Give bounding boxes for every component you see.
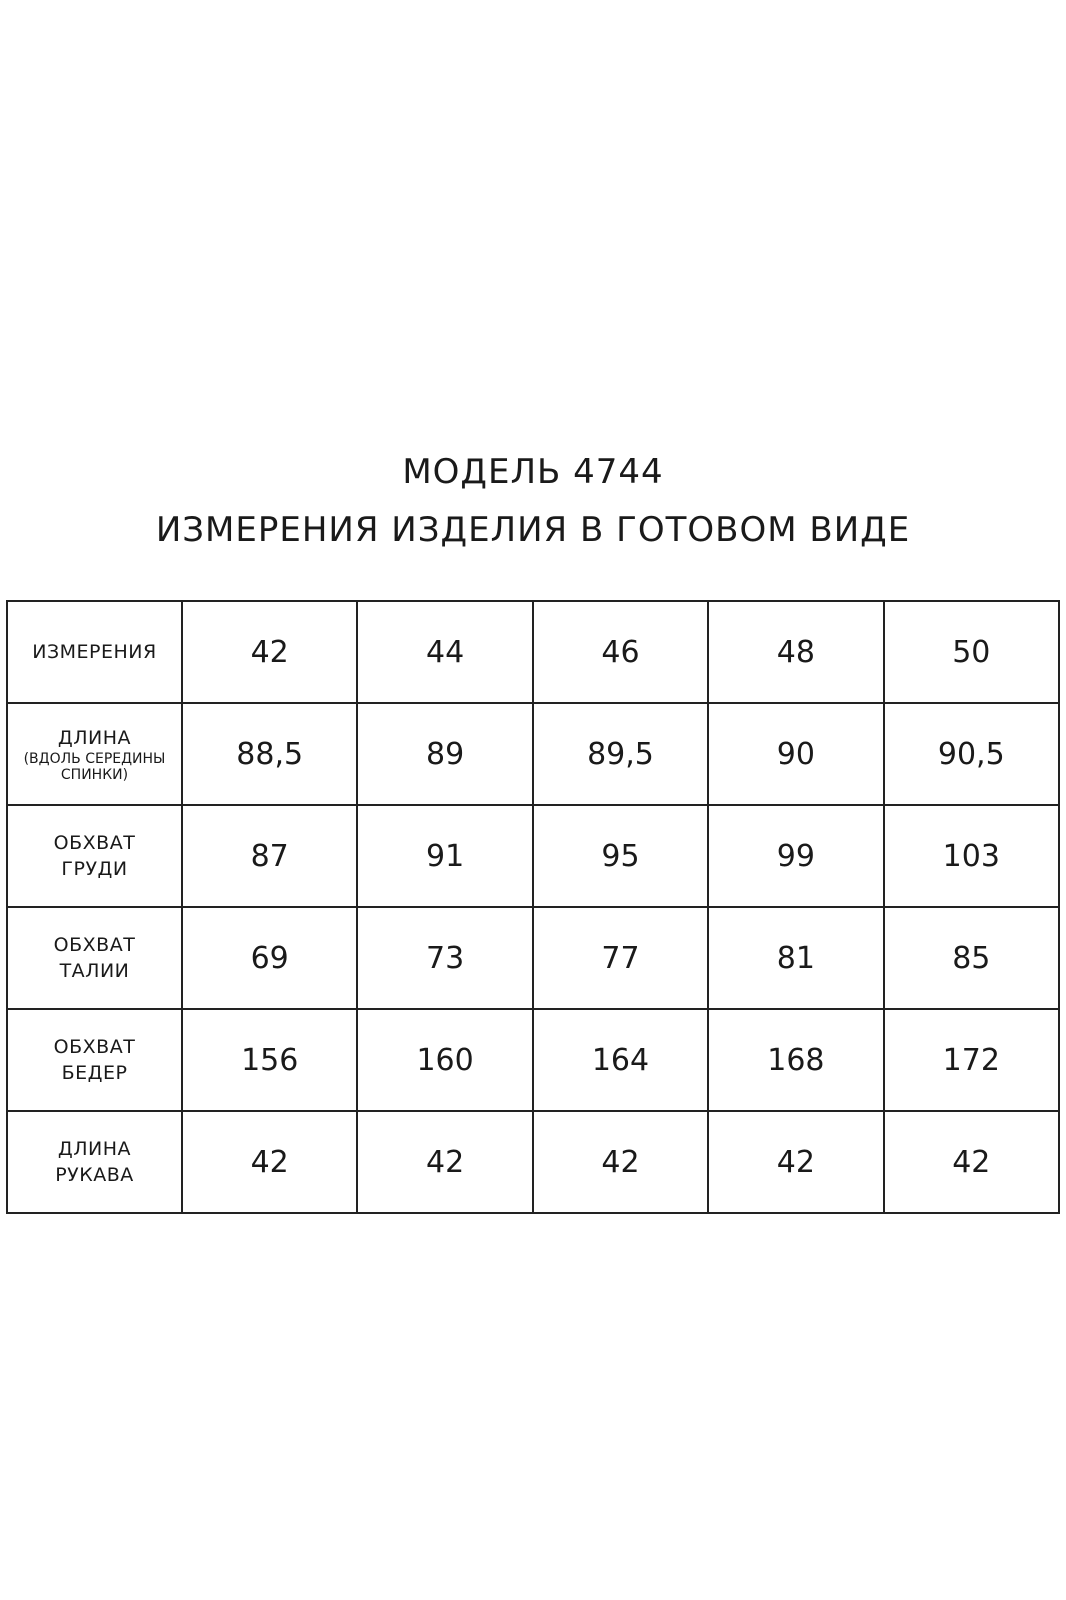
row-label-note: (ВДОЛЬ СЕРЕДИНЫ СПИНКИ) xyxy=(23,751,166,783)
row-label: ОБХВАТ БЕДЕР xyxy=(7,1009,182,1111)
page-subtitle: ИЗМЕРЕНИЯ ИЗДЕЛИЯ В ГОТОВОМ ВИДЕ xyxy=(155,510,911,550)
table-cell: 89,5 xyxy=(533,703,708,805)
table-cell: 156 xyxy=(182,1009,357,1111)
table-cell: 87 xyxy=(182,805,357,907)
row-label: ИЗМЕРЕНИЯ xyxy=(7,601,182,703)
row-label: ОБХВАТ ГРУДИ xyxy=(7,805,182,907)
table-cell: 42 xyxy=(357,1111,532,1213)
table-cell: 164 xyxy=(533,1009,708,1111)
table-cell: 89 xyxy=(357,703,532,805)
table-cell: 42 xyxy=(182,601,357,703)
table-cell: 42 xyxy=(884,1111,1059,1213)
table-row xyxy=(7,1111,1059,1213)
size-table xyxy=(6,600,1060,1214)
table-row xyxy=(7,703,1059,805)
table-cell: 42 xyxy=(182,1111,357,1213)
table-cell: 95 xyxy=(533,805,708,907)
row-label: ДЛИНА (ВДОЛЬ СЕРЕДИНЫ СПИНКИ) xyxy=(7,703,182,805)
row-label: ОБХВАТ ТАЛИИ xyxy=(7,907,182,1009)
table-cell: 48 xyxy=(708,601,883,703)
table-cell: 90,5 xyxy=(884,703,1059,805)
table-cell: 160 xyxy=(357,1009,532,1111)
table-row xyxy=(7,805,1059,907)
table-cell: 168 xyxy=(708,1009,883,1111)
table-cell: 77 xyxy=(533,907,708,1009)
row-label: ДЛИНА РУКАВА xyxy=(7,1111,182,1213)
table-cell: 88,5 xyxy=(182,703,357,805)
table-cell: 103 xyxy=(884,805,1059,907)
table-cell: 44 xyxy=(357,601,532,703)
table-cell: 69 xyxy=(182,907,357,1009)
table-cell: 42 xyxy=(533,1111,708,1213)
table-cell: 50 xyxy=(884,601,1059,703)
table-cell: 42 xyxy=(708,1111,883,1213)
model-title: МОДЕЛЬ 4744 xyxy=(402,452,664,492)
table-cell: 172 xyxy=(884,1009,1059,1111)
table-cell: 91 xyxy=(357,805,532,907)
table-row xyxy=(7,907,1059,1009)
table-cell: 90 xyxy=(708,703,883,805)
table-cell: 81 xyxy=(708,907,883,1009)
table-row xyxy=(7,1009,1059,1111)
table-cell: 99 xyxy=(708,805,883,907)
table-cell: 73 xyxy=(357,907,532,1009)
table-cell: 46 xyxy=(533,601,708,703)
table-row xyxy=(7,601,1059,703)
table-cell: 85 xyxy=(884,907,1059,1009)
